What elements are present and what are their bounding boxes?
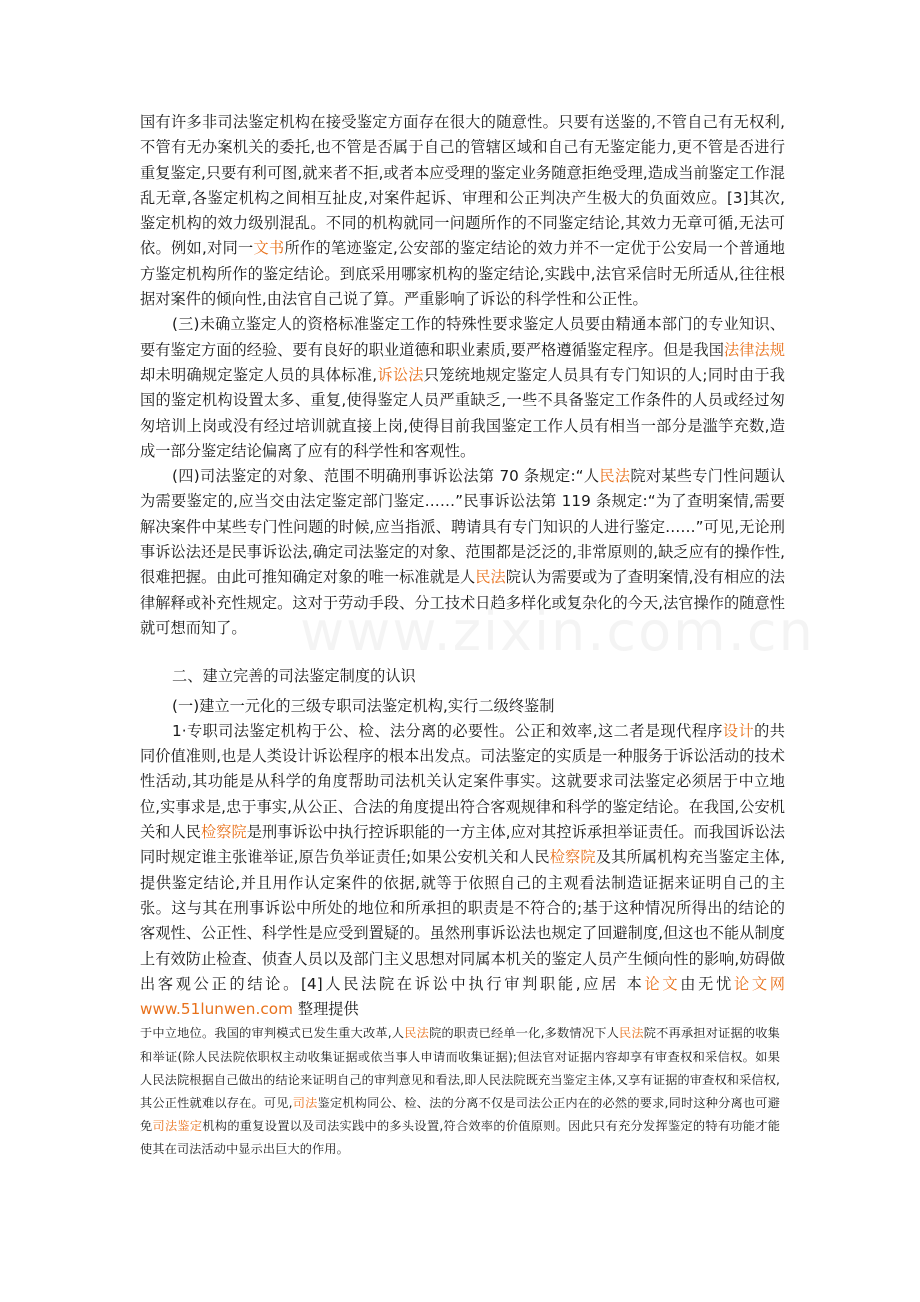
- text: 却未明确规定鉴定人员的具体标准,: [140, 365, 378, 384]
- keyword-link[interactable]: 民法: [619, 1026, 644, 1041]
- text: 是刑事诉讼中执行控诉职能的一方主体,应对其控诉承担举证责任。而我国诉讼法同时规定谁主张谁举证,原告负举证责任;如果公安机关和人民: [140, 823, 785, 867]
- text: 机构的重复设置以及司法实践中的多头设置,符合效率的价值原则。因此只有充分发挥鉴定的特有功能才能使其在司法活动中显示出巨大的作用。: [140, 1119, 781, 1157]
- text: 1·专职司法鉴定机构于公、检、法分离的必要性。公正和效率,这二者是现代程序: [172, 721, 723, 740]
- text: 鉴定机构同公、检、法的分离不仅是司法公正内在的必然的要求,同时这种分离也可避免: [140, 1096, 780, 1134]
- paragraph-5: [140, 1022, 780, 1161]
- keyword-link[interactable]: 诉讼法: [377, 365, 424, 384]
- text: 所作的笔迹鉴定,公安部的鉴定结论的效力并不一定优于公安局一个普通地方鉴定机构所作的鉴定结论。到底采用哪家机构的鉴定结论,实践中,法官采信时无所适从,往往根据对案件的倾向性,由法官自己说了算。严重影响了诉讼的科学性和公正性。: [140, 239, 785, 309]
- keyword-link[interactable]: 民法: [475, 568, 506, 587]
- paragraph-4: [140, 719, 785, 1023]
- text: (四)司法鉴定的对象、范围不明确刑事诉讼法第 70 条规定:“人: [172, 467, 600, 486]
- keyword-link[interactable]: 设计: [722, 721, 755, 740]
- website-link[interactable]: www.51lunwen.com: [140, 1000, 293, 1019]
- keyword-link[interactable]: 论文: [644, 974, 681, 993]
- keyword-link[interactable]: 司法鉴定: [152, 1119, 203, 1134]
- text: 院不再承担对证据的收集和举证(除人民法院依职权主动收集证据或依当事人申请而收集证据);但法官对证据内容却享有审查权和采信权。如果人民法院根据自己做出的结论来证明自己的审判意见和看法,即人民法院既充当鉴定主体,又享有证据的审查权和采信权,其公正性就难以存在。可见,: [140, 1026, 780, 1110]
- paragraph-2: [140, 312, 785, 464]
- section-heading: 二、建立完善的司法鉴定制度的认识: [172, 667, 416, 686]
- text: 国有许多非司法鉴定机构在接受鉴定方面存在很大的随意性。只要有送鉴的,不管自己有无权利,不管有无办案机关的委托,也不管是否属于自己的管辖区域和自己有无鉴定能力,更不管是否进行重复鉴定,只要有利可图,就来者不拒,或者本应受理的鉴定业务随意拒绝受理,造成当前鉴定工作混乱无章,各鉴定机构之间相互扯皮,对案件起诉、审理和公正判决产生极大的负面效应。[3]其次,鉴定机构的效力级别混乱。不同的机构就同一问题所作的不同鉴定结论,其效力无章可循,无法可依。例如,对同一: [140, 113, 785, 258]
- text: 只笼统地规定鉴定人员具有专门知识的人;同时由于我国的鉴定机构设置太多、重复,使得鉴定人员严重缺乏,一些不具备鉴定工作条件的人员或经过匆匆培训上岗或没有经过培训就直接上岗,使得目前我国鉴定工作人员有相当一部分是滥竽充数,造成一部分鉴定结论偏离了应有的科学性和客观性。: [140, 365, 785, 460]
- text: 于中立地位。我国的审判模式已发生重大改革,人: [140, 1026, 405, 1041]
- keyword-link[interactable]: 民法: [404, 1026, 430, 1041]
- text: 的共同价值准则,也是人类设计诉讼程序的根本出发点。司法鉴定的实质是一种服务于诉讼活动的技术性活动,其功能是从科学的角度帮助司法机关认定案件事实。这就要求司法鉴定必须居于中立地位,实事求是,忠于事实,从公正、合法的角度提出符合客观规律和科学的鉴定结论。在我国,公安机关和人民: [140, 721, 785, 842]
- keyword-link[interactable]: 法律法规: [724, 340, 786, 359]
- text: 院的职责已经单一化,多数情况下人: [429, 1026, 619, 1041]
- text: (三)未确立鉴定人的资格标准鉴定工作的特殊性要求鉴定人员要由精通本部门的专业知识、要有鉴定方面的经验、要有良好的职业道德和职业素质,要严格遵循鉴定程序。但是我国: [140, 315, 785, 359]
- keyword-link[interactable]: 文书: [253, 239, 285, 258]
- keyword-link[interactable]: 检察院: [549, 848, 596, 867]
- text: 由无忧: [680, 974, 734, 993]
- text: 及其所属机构充当鉴定主体,提供鉴定结论,并且用作认定案件的依据,就等于依照自己的主观看法制造证据来证明自己的主张。这与其在刑事诉讼中所处的地位和所承担的职责是不符合的;基于这种情况所得出的结论的客观性、公正性、科学性是应受到置疑的。虽然刑事诉讼法也规定了回避制度,但这也不能从制度上有效防止检查、侦查人员以及部门主义思想对同属本机关的鉴定人员产生倾向性的影响,妨碍做出客观公正的结论。[4]人民法院在诉讼中执行审判职能,应居 本: [140, 848, 785, 993]
- paragraph-3: [140, 464, 785, 641]
- keyword-link[interactable]: 检察院: [200, 823, 247, 842]
- keyword-link[interactable]: 民法: [599, 467, 631, 486]
- subsection-heading: (一)建立一元化的三级专职司法鉴定机构,实行二级终鉴制: [172, 696, 555, 715]
- keyword-link[interactable]: 论文网: [733, 974, 785, 993]
- text: 整理提供: [292, 1000, 359, 1019]
- document-body: [140, 110, 785, 1162]
- text: 院对某些专门性问题认为需要鉴定的,应当交由法定鉴定部门鉴定……”民事诉讼法第 119 条规定:“为了查明案情,需要解决案件中某些专门性问题的时候,应当指派、聘请具有专门知识的人进行鉴定……”可见,无论刑事诉讼法还是民事诉讼法,确定司法鉴定的对象、范围都是泛泛的,非常原则的,缺乏应有的操作性,很难把握。由此可推知确定对象的唯一标准就是人: [140, 467, 786, 587]
- text: 院认为需要或为了查明案情,没有相应的法律解释或补充性规定。这对于劳动手段、分工技术日趋多样化或复杂化的今天,法官操作的随意性就可想而知了。: [140, 568, 785, 637]
- keyword-link[interactable]: 司法: [292, 1096, 318, 1110]
- paragraph-1: [140, 110, 785, 312]
